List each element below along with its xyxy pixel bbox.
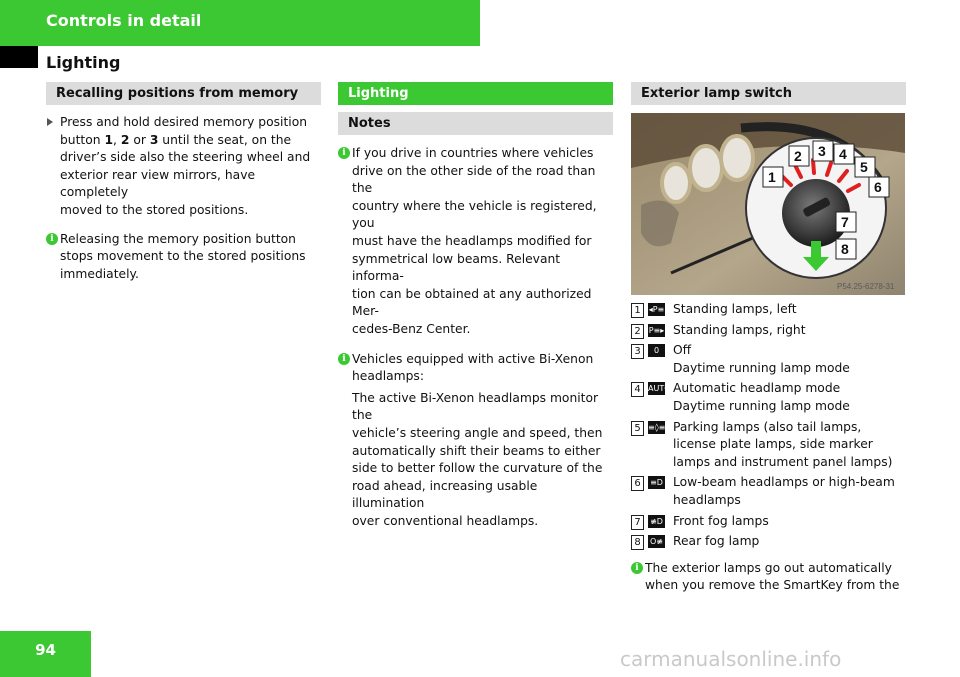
legend-line: headlamps bbox=[673, 492, 741, 507]
legend-number: 2 bbox=[631, 324, 644, 339]
info-icon: i bbox=[631, 562, 643, 574]
lamp-legend-item bbox=[631, 419, 906, 472]
legend-description bbox=[673, 322, 806, 340]
page-number: 94 bbox=[35, 641, 56, 659]
lamp-legend-item bbox=[631, 533, 906, 551]
legend-line: Rear fog lamp bbox=[673, 534, 760, 549]
legend-description bbox=[673, 380, 850, 415]
bixenon-note bbox=[338, 351, 613, 531]
legend-line: Standing lamps, left bbox=[673, 302, 797, 316]
subsection-title: Lighting bbox=[46, 53, 121, 72]
legend-number: 1 bbox=[631, 303, 644, 318]
country-note-line: tion can be obtained at any authorized Mer- bbox=[352, 286, 592, 319]
bullet-arrow-icon bbox=[47, 118, 53, 126]
country-note-line: country where the vehicle is registered, you bbox=[352, 198, 597, 231]
section-title: Controls in detail bbox=[46, 11, 202, 30]
watermark: carmanualsonline.info bbox=[620, 647, 842, 671]
memory-note-line: immediately. bbox=[60, 266, 139, 281]
legend-line: Daytime running lamp mode bbox=[673, 360, 850, 375]
legend-line: Automatic headlamp mode bbox=[673, 381, 841, 396]
legend-line: Low-beam headlamps or high-beam bbox=[673, 475, 895, 490]
memory-note-line: Releasing the memory position button bbox=[60, 231, 296, 246]
notes-heading: Notes bbox=[338, 112, 613, 135]
memory-instruction-line: moved to the stored positions. bbox=[60, 202, 249, 217]
lamp-legend-item bbox=[631, 380, 906, 415]
lamp-legend bbox=[631, 301, 906, 551]
bixenon-note-title: Vehicles equipped with active Bi-Xenon bbox=[352, 351, 594, 366]
svg-text:8: 8 bbox=[841, 241, 849, 257]
country-note-line: If you drive in countries where vehicles bbox=[352, 146, 594, 160]
front-fog-icon: ≢D bbox=[648, 515, 665, 528]
left-column bbox=[46, 82, 321, 283]
svg-text:1: 1 bbox=[768, 169, 776, 185]
memory-instruction-line: exterior rear view mirrors, have completely bbox=[60, 167, 256, 200]
off-icon: 0 bbox=[648, 344, 665, 357]
svg-text:7: 7 bbox=[841, 214, 849, 230]
lamp-switch-illustration bbox=[631, 113, 905, 295]
svg-text:2: 2 bbox=[794, 148, 802, 164]
legend-line: Off bbox=[673, 343, 692, 358]
memory-note bbox=[46, 231, 321, 284]
memory-instruction-line: button 1, 2 or 3 until the seat, on the bbox=[60, 132, 292, 147]
lamp-legend-item bbox=[631, 301, 906, 319]
svg-text:4: 4 bbox=[839, 146, 847, 162]
memory-heading: Recalling positions from memory bbox=[46, 82, 321, 105]
bixenon-note-line: automatically shift their beams to either bbox=[352, 443, 601, 458]
legend-description bbox=[673, 533, 759, 551]
legend-line: Parking lamps (also tail lamps, bbox=[673, 419, 862, 434]
legend-description bbox=[673, 513, 769, 531]
country-note-line: must have the headlamps modified for bbox=[352, 233, 592, 248]
info-icon: i bbox=[338, 353, 350, 365]
legend-description bbox=[673, 342, 850, 377]
lamp-switch-heading: Exterior lamp switch bbox=[631, 82, 906, 105]
legend-line: lamps and instrument panel lamps) bbox=[673, 454, 893, 469]
memory-instruction-line: driver’s side also the steering wheel and bbox=[60, 150, 311, 165]
lamp-legend-item bbox=[631, 474, 906, 509]
svg-text:3: 3 bbox=[818, 143, 826, 159]
legend-description bbox=[673, 474, 895, 509]
legend-number: 8 bbox=[631, 535, 644, 550]
lamp-legend-item bbox=[631, 342, 906, 377]
rear-fog-icon: O≢ bbox=[650, 537, 663, 547]
image-code: P54.25-6278-31 bbox=[837, 282, 895, 291]
legend-description bbox=[673, 301, 797, 319]
country-note-line: symmetrical low beams. Relevant informa- bbox=[352, 251, 561, 284]
bixenon-note-line: side to better follow the curvature of the bbox=[352, 461, 603, 476]
country-note-line: drive on the other side of the road than the bbox=[352, 163, 596, 196]
info-icon: i bbox=[338, 147, 350, 159]
lamp-note-line: The exterior lamps go out automatically bbox=[645, 560, 892, 575]
country-note-line: cedes-Benz Center. bbox=[352, 321, 471, 336]
bixenon-note-line: road ahead, increasing usable illumination bbox=[352, 478, 538, 511]
legend-line: Standing lamps, right bbox=[673, 322, 806, 337]
bixenon-note-title: headlamps: bbox=[352, 369, 424, 384]
memory-instruction bbox=[46, 114, 321, 220]
legend-description bbox=[673, 419, 892, 472]
memory-instruction-line: Press and hold desired memory position bbox=[60, 115, 308, 129]
country-note bbox=[338, 145, 613, 339]
standing-lamp-left-icon: ◂P≡ bbox=[648, 305, 665, 314]
info-icon: i bbox=[46, 233, 58, 245]
auto-icon: AUTO bbox=[648, 384, 671, 394]
legend-line: Daytime running lamp mode bbox=[673, 398, 850, 413]
svg-text:5: 5 bbox=[860, 159, 868, 175]
bixenon-note-line: The active Bi-Xenon headlamps monitor the bbox=[352, 390, 599, 423]
legend-line: license plate lamps, side marker bbox=[673, 437, 873, 452]
legend-number: 3 bbox=[631, 344, 644, 359]
subsection-marker bbox=[0, 46, 38, 68]
legend-number: 6 bbox=[631, 476, 644, 491]
bixenon-note-line: vehicle’s steering angle and speed, then bbox=[352, 425, 603, 440]
standing-lamp-right-icon: P≡▸ bbox=[648, 325, 665, 335]
lamp-legend-item bbox=[631, 513, 906, 531]
lighting-heading: Lighting bbox=[338, 82, 613, 105]
bixenon-note-line: over conventional headlamps. bbox=[352, 513, 539, 528]
legend-number: 5 bbox=[631, 421, 644, 436]
right-column bbox=[631, 82, 906, 595]
low-beam-icon: ≡D bbox=[648, 476, 665, 489]
lamp-note bbox=[631, 560, 906, 595]
middle-column bbox=[338, 82, 613, 530]
svg-text:6: 6 bbox=[874, 179, 882, 195]
lamp-legend-item bbox=[631, 322, 906, 340]
memory-note-line: stops movement to the stored positions bbox=[60, 249, 306, 264]
legend-number: 7 bbox=[631, 515, 644, 530]
lamp-note-line: when you remove the SmartKey from the bbox=[645, 578, 900, 593]
legend-number: 4 bbox=[631, 382, 644, 397]
parking-lamp-icon: ≡◊≡ bbox=[648, 422, 666, 432]
legend-line: Front fog lamps bbox=[673, 513, 769, 528]
